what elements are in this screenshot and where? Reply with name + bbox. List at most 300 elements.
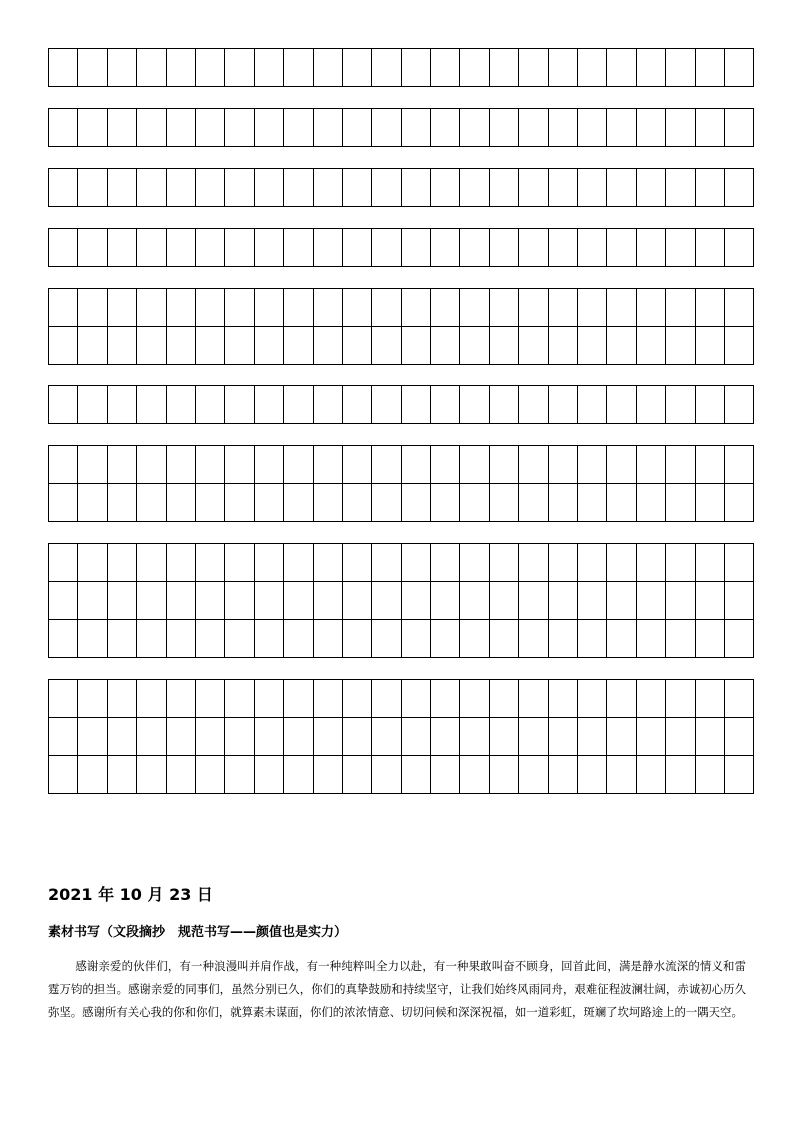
grid-cell [225, 718, 254, 756]
grid-row [49, 756, 754, 794]
grid-cell [519, 289, 548, 327]
grid-cell [166, 756, 195, 794]
grid-cell [49, 109, 78, 147]
grid-cell [372, 446, 401, 484]
grid-cell [548, 484, 577, 522]
grid-cell [372, 289, 401, 327]
grid-cell [636, 169, 665, 207]
grid-cell [636, 109, 665, 147]
grid-cell [548, 680, 577, 718]
grid-cell [489, 49, 518, 87]
grid-cell [372, 49, 401, 87]
grid-cell [636, 446, 665, 484]
grid-cell [636, 756, 665, 794]
grid-cell [695, 327, 724, 365]
grid-cell [548, 169, 577, 207]
grid-cell [225, 756, 254, 794]
grid-cell [460, 718, 489, 756]
grid-cell [431, 289, 460, 327]
grid-cell [666, 327, 695, 365]
grid-cell [460, 386, 489, 424]
writing-grid-block [48, 228, 754, 267]
writing-grid-block [48, 168, 754, 207]
grid-cell [548, 49, 577, 87]
grid-cell [284, 49, 313, 87]
grid-cell [254, 229, 283, 267]
grid-cell [460, 289, 489, 327]
grid-cell [107, 49, 136, 87]
grid-cell [578, 49, 607, 87]
grid-cell [49, 544, 78, 582]
grid-cell [284, 229, 313, 267]
grid-cell [578, 386, 607, 424]
grid-cell [578, 289, 607, 327]
grid-cell [166, 229, 195, 267]
grid-cell [431, 620, 460, 658]
grid-cell [313, 620, 342, 658]
grid-cell [519, 169, 548, 207]
grid-cell [195, 289, 224, 327]
grid-cell [195, 49, 224, 87]
grid-cell [107, 169, 136, 207]
grid-cell [372, 620, 401, 658]
grid-cell [724, 327, 753, 365]
grid-cell [607, 620, 636, 658]
writing-grid-block [48, 385, 754, 424]
grid-cell [254, 718, 283, 756]
grid-cell [578, 446, 607, 484]
grid-cell [284, 680, 313, 718]
grid-cell [78, 446, 107, 484]
grid-cell [78, 327, 107, 365]
grid-cell [636, 484, 665, 522]
grid-cell [313, 544, 342, 582]
grid-cell [225, 484, 254, 522]
grid-cell [78, 620, 107, 658]
grid-cell [607, 289, 636, 327]
grid-cell [431, 327, 460, 365]
grid-cell [372, 484, 401, 522]
section-heading: 素材书写（文段摘抄 规范书写——颜值也是实力） [48, 925, 348, 940]
grid-cell [489, 620, 518, 658]
grid-cell [460, 544, 489, 582]
grid-cell [724, 620, 753, 658]
grid-row [49, 582, 754, 620]
grid-cell [636, 680, 665, 718]
grid-cell [636, 582, 665, 620]
grid-cell [401, 756, 430, 794]
grid-row [49, 446, 754, 484]
grid-cell [195, 446, 224, 484]
grid-cell [460, 756, 489, 794]
grid-cell [607, 49, 636, 87]
grid-cell [195, 756, 224, 794]
grid-cell [225, 169, 254, 207]
grid-cell [724, 484, 753, 522]
grid-cell [519, 718, 548, 756]
grid-cell [313, 229, 342, 267]
grid-cell [342, 446, 371, 484]
grid-cell [195, 169, 224, 207]
grid-cell [284, 446, 313, 484]
grid-row [49, 229, 754, 267]
grid-cell [401, 620, 430, 658]
grid-cell [49, 582, 78, 620]
grid-cell [431, 109, 460, 147]
grid-cell [284, 169, 313, 207]
grid-cell [254, 680, 283, 718]
grid-cell [460, 229, 489, 267]
grid-cell [724, 229, 753, 267]
grid-cell [313, 49, 342, 87]
grid-cell [195, 109, 224, 147]
grid-cell [78, 582, 107, 620]
grid-cell [578, 582, 607, 620]
grid-cell [548, 109, 577, 147]
grid-cell [666, 484, 695, 522]
grid-cell [284, 327, 313, 365]
grid-cell [666, 386, 695, 424]
grid-cell [254, 582, 283, 620]
grid-cell [578, 484, 607, 522]
grid-cell [254, 620, 283, 658]
grid-cell [284, 109, 313, 147]
grid-cell [607, 756, 636, 794]
grid-cell [401, 718, 430, 756]
grid-cell [695, 49, 724, 87]
grid-cell [401, 229, 430, 267]
grid-cell [666, 756, 695, 794]
grid-cell [607, 446, 636, 484]
grid-row [49, 386, 754, 424]
grid-cell [372, 327, 401, 365]
grid-cell [195, 680, 224, 718]
grid-cell [284, 484, 313, 522]
grid-cell [519, 680, 548, 718]
grid-cell [137, 289, 166, 327]
grid-cell [107, 680, 136, 718]
grid-cell [166, 109, 195, 147]
grid-cell [548, 446, 577, 484]
grid-cell [313, 289, 342, 327]
grid-cell [636, 718, 665, 756]
grid-row [49, 680, 754, 718]
grid-cell [195, 386, 224, 424]
grid-cell [166, 620, 195, 658]
grid-cell [636, 544, 665, 582]
grid-cell [724, 756, 753, 794]
grid-cell [636, 289, 665, 327]
grid-cell [578, 718, 607, 756]
grid-cell [195, 620, 224, 658]
grid-cell [137, 718, 166, 756]
grid-cell [607, 169, 636, 207]
grid-cell [401, 289, 430, 327]
grid-cell [342, 386, 371, 424]
grid-cell [607, 718, 636, 756]
grid-cell [607, 229, 636, 267]
grid-cell [225, 544, 254, 582]
grid-cell [489, 327, 518, 365]
grid-cell [342, 484, 371, 522]
grid-cell [284, 718, 313, 756]
grid-cell [431, 718, 460, 756]
grid-cell [724, 680, 753, 718]
grid-cell [137, 229, 166, 267]
grid-cell [372, 718, 401, 756]
grid-cell [431, 386, 460, 424]
grid-cell [225, 582, 254, 620]
grid-cell [695, 229, 724, 267]
grid-cell [666, 718, 695, 756]
grid-cell [78, 680, 107, 718]
grid-cell [489, 680, 518, 718]
grid-cell [460, 620, 489, 658]
grid-cell [401, 680, 430, 718]
grid-cell [78, 386, 107, 424]
grid-cell [519, 109, 548, 147]
grid-cell [107, 327, 136, 365]
grid-cell [695, 756, 724, 794]
grid-cell [519, 582, 548, 620]
grid-cell [431, 756, 460, 794]
grid-cell [666, 169, 695, 207]
grid-cell [372, 169, 401, 207]
grid-cell [225, 446, 254, 484]
grid-cell [489, 718, 518, 756]
grid-cell [519, 49, 548, 87]
grid-cell [695, 620, 724, 658]
grid-cell [284, 544, 313, 582]
grid-cell [195, 229, 224, 267]
grid-cell [342, 718, 371, 756]
grid-cell [548, 289, 577, 327]
grid-cell [666, 582, 695, 620]
grid-cell [636, 386, 665, 424]
grid-cell [636, 49, 665, 87]
writing-grid-block [48, 48, 754, 87]
grid-cell [372, 109, 401, 147]
grid-cell [342, 229, 371, 267]
grid-cell [137, 756, 166, 794]
grid-row [49, 289, 754, 327]
grid-cell [372, 386, 401, 424]
grid-cell [78, 289, 107, 327]
grid-cell [107, 718, 136, 756]
grid-cell [460, 49, 489, 87]
grid-cell [107, 484, 136, 522]
grid-cell [49, 756, 78, 794]
grid-row [49, 544, 754, 582]
grid-cell [107, 386, 136, 424]
grid-cell [166, 582, 195, 620]
grid-cell [254, 544, 283, 582]
grid-cell [401, 169, 430, 207]
grid-cell [578, 109, 607, 147]
grid-cell [519, 446, 548, 484]
grid-cell [489, 169, 518, 207]
grid-cell [166, 718, 195, 756]
grid-cell [254, 756, 283, 794]
grid-cell [78, 49, 107, 87]
grid-cell [342, 544, 371, 582]
grid-cell [78, 484, 107, 522]
grid-cell [78, 718, 107, 756]
grid-cell [431, 446, 460, 484]
grid-cell [607, 680, 636, 718]
grid-cell [666, 680, 695, 718]
grid-row [49, 718, 754, 756]
grid-cell [519, 327, 548, 365]
grid-cell [548, 620, 577, 658]
grid-cell [607, 582, 636, 620]
grid-cell [137, 327, 166, 365]
grid-cell [578, 680, 607, 718]
grid-cell [695, 446, 724, 484]
grid-cell [460, 446, 489, 484]
grid-cell [313, 582, 342, 620]
grid-cell [225, 229, 254, 267]
grid-cell [137, 446, 166, 484]
grid-cell [49, 289, 78, 327]
grid-cell [137, 620, 166, 658]
grid-cell [431, 582, 460, 620]
grid-cell [313, 386, 342, 424]
grid-cell [548, 756, 577, 794]
grid-cell [342, 327, 371, 365]
grid-cell [313, 169, 342, 207]
grid-cell [460, 484, 489, 522]
grid-row [49, 49, 754, 87]
grid-cell [695, 718, 724, 756]
grid-cell [578, 327, 607, 365]
grid-cell [254, 289, 283, 327]
grid-cell [107, 446, 136, 484]
grid-cell [666, 229, 695, 267]
writing-grid-block [48, 288, 754, 365]
writing-grid-block [48, 108, 754, 147]
grid-cell [372, 582, 401, 620]
grid-cell [519, 484, 548, 522]
grid-cell [695, 169, 724, 207]
grid-cell [49, 718, 78, 756]
grid-cell [489, 229, 518, 267]
grid-cell [137, 386, 166, 424]
grid-cell [78, 756, 107, 794]
grid-cell [225, 386, 254, 424]
grid-cell [489, 289, 518, 327]
grid-cell [78, 544, 107, 582]
grid-cell [489, 484, 518, 522]
grid-cell [137, 109, 166, 147]
grid-cell [166, 544, 195, 582]
grid-cell [166, 386, 195, 424]
entry-date: 2021 年 10 月 23 日 [48, 885, 213, 904]
grid-cell [724, 169, 753, 207]
grid-cell [225, 620, 254, 658]
grid-cell [636, 229, 665, 267]
grid-cell [489, 386, 518, 424]
grid-cell [49, 386, 78, 424]
grid-cell [372, 229, 401, 267]
grid-cell [137, 49, 166, 87]
grid-row [49, 484, 754, 522]
grid-cell [225, 680, 254, 718]
grid-cell [666, 544, 695, 582]
grid-cell [607, 109, 636, 147]
grid-cell [401, 109, 430, 147]
grid-cell [195, 544, 224, 582]
grid-cell [695, 582, 724, 620]
grid-row [49, 109, 754, 147]
grid-cell [49, 484, 78, 522]
grid-cell [49, 229, 78, 267]
grid-cell [431, 544, 460, 582]
grid-cell [401, 544, 430, 582]
grid-cell [431, 484, 460, 522]
grid-cell [313, 327, 342, 365]
grid-cell [284, 756, 313, 794]
grid-cell [548, 386, 577, 424]
grid-cell [137, 544, 166, 582]
grid-cell [695, 386, 724, 424]
grid-cell [284, 620, 313, 658]
grid-cell [107, 756, 136, 794]
writing-grid-block [48, 543, 754, 658]
grid-cell [401, 582, 430, 620]
grid-cell [489, 446, 518, 484]
grid-cell [225, 327, 254, 365]
grid-cell [578, 544, 607, 582]
grid-cell [460, 582, 489, 620]
grid-cell [195, 484, 224, 522]
writing-grid-block [48, 679, 754, 794]
grid-cell [401, 327, 430, 365]
grid-cell [284, 386, 313, 424]
grid-cell [489, 582, 518, 620]
grid-cell [284, 289, 313, 327]
grid-cell [607, 386, 636, 424]
grid-cell [78, 109, 107, 147]
grid-cell [78, 229, 107, 267]
grid-cell [607, 484, 636, 522]
grid-cell [342, 109, 371, 147]
grid-cell [607, 327, 636, 365]
grid-cell [342, 289, 371, 327]
grid-cell [431, 169, 460, 207]
grid-cell [137, 169, 166, 207]
grid-cell [519, 386, 548, 424]
grid-cell [166, 680, 195, 718]
grid-cell [401, 49, 430, 87]
grid-cell [225, 109, 254, 147]
grid-cell [460, 327, 489, 365]
grid-cell [195, 718, 224, 756]
grid-cell [666, 49, 695, 87]
grid-cell [636, 620, 665, 658]
grid-cell [342, 582, 371, 620]
grid-cell [489, 544, 518, 582]
writing-grid-block [48, 445, 754, 522]
grid-cell [724, 582, 753, 620]
grid-cell [49, 327, 78, 365]
grid-cell [49, 49, 78, 87]
grid-cell [166, 289, 195, 327]
grid-cell [431, 229, 460, 267]
grid-cell [49, 620, 78, 658]
grid-cell [342, 756, 371, 794]
grid-cell [724, 544, 753, 582]
